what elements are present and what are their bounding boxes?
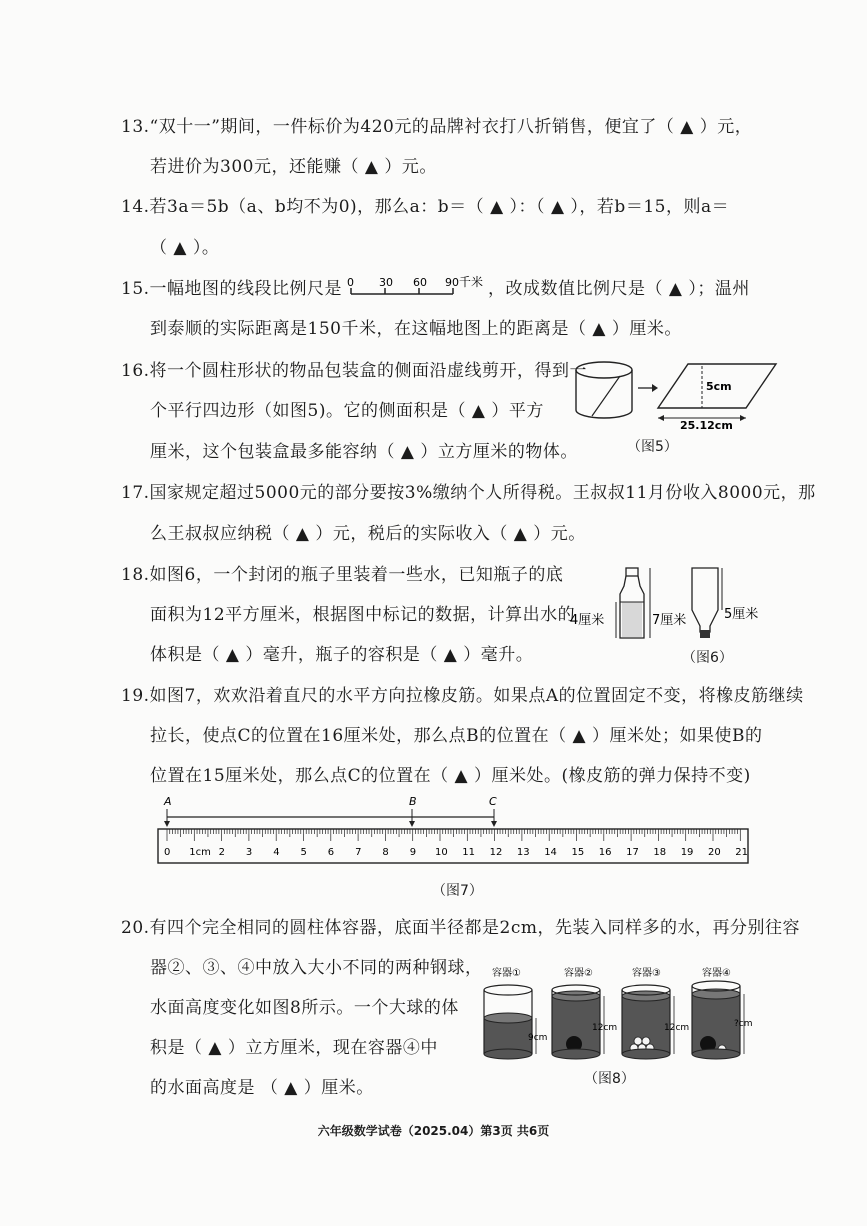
- fig5-caption: （图5）: [627, 439, 678, 455]
- scale-label-0: 0: [347, 276, 354, 289]
- fig5-height-label: 5cm: [706, 380, 732, 393]
- q15-line1b: ，改成数值比例尺是（ ▲ ）；温州: [488, 279, 750, 299]
- ruler-label: 7: [355, 847, 362, 858]
- ruler-label: 21: [735, 847, 749, 858]
- ruler-label: 11: [462, 847, 476, 858]
- container-1-height: 9cm: [528, 1033, 548, 1043]
- figure-5-cylinder-unrolled: [572, 358, 782, 430]
- q20-line1: 20.有四个完全相同的圆柱体容器，底面半径都是2cm，先装入同样多的水，再分别往容: [121, 918, 800, 938]
- q17-line1: 17.国家规定超过5000元的部分要按3%缴纳个人所得税。王叔叔11月份收入8000元，那: [121, 483, 816, 503]
- container-4-label: 容器④: [702, 968, 731, 979]
- point-C-label: C: [489, 795, 497, 808]
- fig6-air-label: 5厘米: [724, 607, 759, 622]
- ruler-label: 5: [300, 847, 307, 858]
- container-4: [692, 981, 753, 1059]
- point-B-label: B: [409, 795, 417, 808]
- fig6-caption: （图6）: [682, 650, 733, 666]
- q16-line1: 16.将一个圆柱形状的物品包装盒的侧面沿虚线剪开，得到一: [121, 361, 588, 381]
- ruler-label: 19: [680, 847, 694, 858]
- container-2-height: 12cm: [592, 1023, 618, 1033]
- figure-6-bottles: [568, 564, 778, 644]
- ruler-label: 13: [516, 847, 530, 858]
- q20-line3: 水面高度变化如图8所示。一个大球的体: [150, 998, 459, 1018]
- container-2: [552, 985, 617, 1059]
- scale-unit: 千米: [459, 275, 484, 289]
- scale-label-60: 60: [413, 276, 427, 289]
- scale-label-90: 90: [445, 276, 459, 289]
- container-1: [484, 985, 547, 1059]
- q13-line2: 若进价为300元，还能赚（ ▲ ）元。: [150, 157, 437, 177]
- q15-line2: 到泰顺的实际距离是150千米，在这幅地图上的距离是（ ▲ ）厘米。: [150, 319, 682, 339]
- container-3: [622, 985, 689, 1059]
- q19-line2: 拉长，使点C的位置在16厘米处，那么点B的位置在（ ▲ ）厘米处；如果使B的: [150, 726, 763, 746]
- q16-line3: 厘米，这个包装盒最多能容纳（ ▲ ）立方厘米的物体。: [150, 442, 578, 462]
- ruler-label: 6: [327, 847, 335, 858]
- q14-line1: 14.若3a＝5b（a、b均不为0)，那么a：b＝（ ▲ ）：（ ▲ ），若b＝15，则a＝: [121, 197, 730, 217]
- container-2-label: 容器②: [564, 968, 593, 979]
- q20-line2: 器②、③、④中放入大小不同的两种钢球，: [150, 958, 483, 978]
- ruler-label: 9: [409, 847, 417, 858]
- fig5-base-label: 25.12cm: [680, 419, 733, 430]
- q20-line4: 积是（ ▲ ）立方厘米，现在容器④中: [150, 1038, 438, 1058]
- container-3-height: 12cm: [664, 1023, 690, 1033]
- figure-8-containers: [478, 962, 768, 1062]
- q18-line3: 体积是（ ▲ ）毫升，瓶子的容积是（ ▲ ）毫升。: [150, 645, 534, 665]
- q20-line5: 的水面高度是 （ ▲ ）厘米。: [150, 1078, 374, 1098]
- line-scale-figure: [343, 274, 493, 304]
- point-A-label: A: [164, 795, 172, 808]
- fig6-bottle-label: 7厘米: [652, 613, 687, 628]
- q15-line1a: 15.一幅地图的线段比例尺是: [121, 279, 343, 299]
- q16-line2: 个平行四边形（如图5)。它的侧面积是（ ▲ ）平方: [150, 401, 544, 421]
- ruler-label: 2: [218, 847, 225, 858]
- q18-line2: 面积为12平方厘米，根据图中标记的数据，计算出水的: [150, 605, 576, 625]
- ruler-label: 16: [598, 847, 612, 858]
- ruler-label: 4: [273, 847, 280, 858]
- q17-line2: 么王叔叔应纳税（ ▲ ）元，税后的实际收入（ ▲ ）元。: [150, 524, 586, 544]
- ruler-label: 3: [245, 847, 253, 858]
- ruler-label: 14: [544, 847, 557, 858]
- ruler-label: 17: [626, 847, 639, 858]
- ruler-label: 10: [435, 847, 448, 858]
- figure-7-ruler: [150, 793, 760, 873]
- container-4-height: ?cm: [734, 1019, 753, 1029]
- q18-line1: 18.如图6，一个封闭的瓶子里装着一些水，已知瓶子的底: [121, 565, 564, 585]
- page-footer: 六年级数学试卷（2025.04）第3页 共6页: [317, 1124, 550, 1138]
- q14-line2: （ ▲ ）。: [150, 238, 220, 258]
- q19-line3: 位置在15厘米处，那么点C的位置在（ ▲ ）厘米处。(橡皮筋的弹力保持不变): [150, 766, 751, 786]
- fig7-caption: （图7）: [432, 883, 483, 899]
- container-1-label: 容器①: [492, 968, 521, 979]
- fig8-caption: （图8）: [584, 1071, 635, 1087]
- ruler-label: 12: [489, 847, 503, 858]
- ruler-label: 1cm: [189, 847, 211, 858]
- container-3-label: 容器③: [632, 968, 661, 979]
- ruler-label: 8: [382, 847, 389, 858]
- scale-label-30: 30: [379, 276, 393, 289]
- ruler-label: 20: [708, 847, 721, 858]
- fig6-water-label: 4厘米: [570, 613, 605, 628]
- ruler-label: 0: [164, 847, 171, 858]
- q19-line1: 19.如图7，欢欢沿着直尺的水平方向拉橡皮筋。如果点A的位置固定不变，将橡皮筋继续: [121, 686, 804, 706]
- ruler-label: 18: [653, 847, 667, 858]
- ruler-label: 15: [571, 847, 585, 858]
- q13-line1: 13.“双十一”期间，一件标价为420元的品牌衬衣打八折销售，便宜了（ ▲ ）元，: [121, 117, 753, 137]
